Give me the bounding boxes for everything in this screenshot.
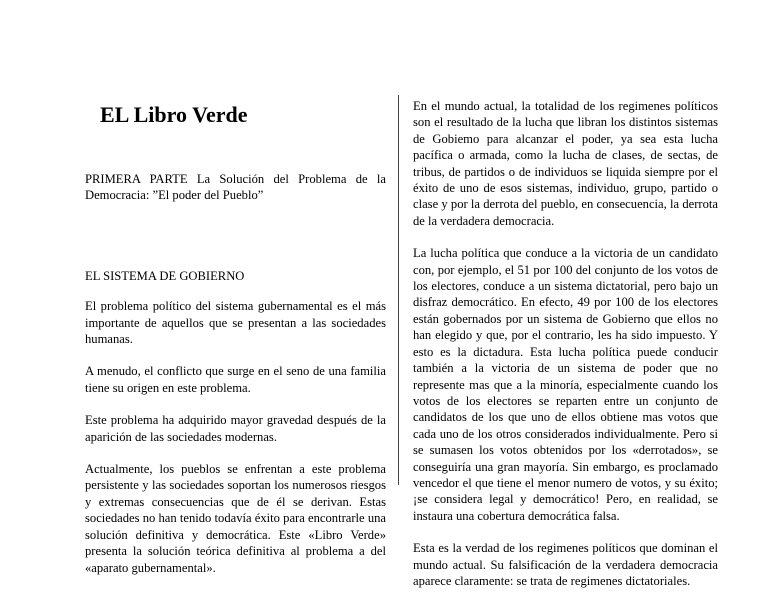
column-divider [398,95,399,485]
paragraph: La lucha política que conduce a la victoria de un candidato con, por ejemplo, el 51 por 100 del conjunto de los votos de los electores, conduce a un sistema dictatorial, pero bajo un disfraz democrático. En efecto, 49 por 100 de los electores están gobernados por un sistema de Gobierno que ellos no han elegido y que, por el contrario, les ha sido impuesto. Y esto es la dictadura. Esta lucha política puede conducir también a la victoria de un sistema de poder que no represente mas que a la minoría, especialmente cuando los votos de los electores se reparten entre un conjunto de candidatos de los que uno de ellos obtiene mas votos que cada uno de los otros considerados individualmente. Pero si se sumasen los votos obtenidos por los «derrotados», se conseguiría una gran mayoría. Sin embargo, es proclamado vencedor el que tiene el menor numero de votos, y su éxito; ¡se considera legal y democrático! Pero, en realidad, se instaura una cobertura democrática falsa. [413,246,718,523]
paragraph: A menudo, el conflicto que surge en el seno de una familia tiene su origen en este problema. [85,364,386,395]
right-column [413,0,718,605]
paragraph: En el mundo actual, la totalidad de los regimenes políticos son el resultado de la lucha que libran los distintos sistemas de Gobiemo para alcanzar el poder, ya sea esta lucha pacífica o armada, como la lucha de clases, de sectas, de tribus, de partidos o de individuos se liquida siempre por el éxito de uno de esos sistemas, individuo, grupo, partido o clase y por la derrota del pueblo, en consecuencia, la derrota de la verdadera democracia. [413,99,718,228]
paragraph: Este problema ha adquirido mayor gravedad después de la aparición de las sociedades modernas. [85,413,386,444]
document-title: EL Libro Verde [100,102,248,127]
paragraph: Esta es la verdad de los regimenes políticos que dominan el mundo actual. Su falsificación de la verdadera democracia aparece claramente: se trata de regimenes dictatoriales. [413,541,718,588]
paragraph: Actualmente, los pueblos se enfrentan a este problema persistente y las sociedades soportan los numerosos riesgos y extremas consecuencias que de él se derivan. Estas sociedades no han tenido todavía éxito para encontrarle una solución definitiva y democrática. Este «Libro Verde» presenta la solución teórica definitiva al problema a del «aparato gubernamental». [85,462,386,575]
left-column [85,0,386,592]
paragraph: El problema político del sistema gubernamental es el más importante de aquellos que se presentan a las sociedades humanas. [85,299,386,347]
part-heading: PRIMERA PARTE La Solución del Problema de la Democracia: ”El poder del Pueblo” [85,172,386,203]
section-heading: EL SISTEMA DE GOBIERNO [85,268,245,283]
